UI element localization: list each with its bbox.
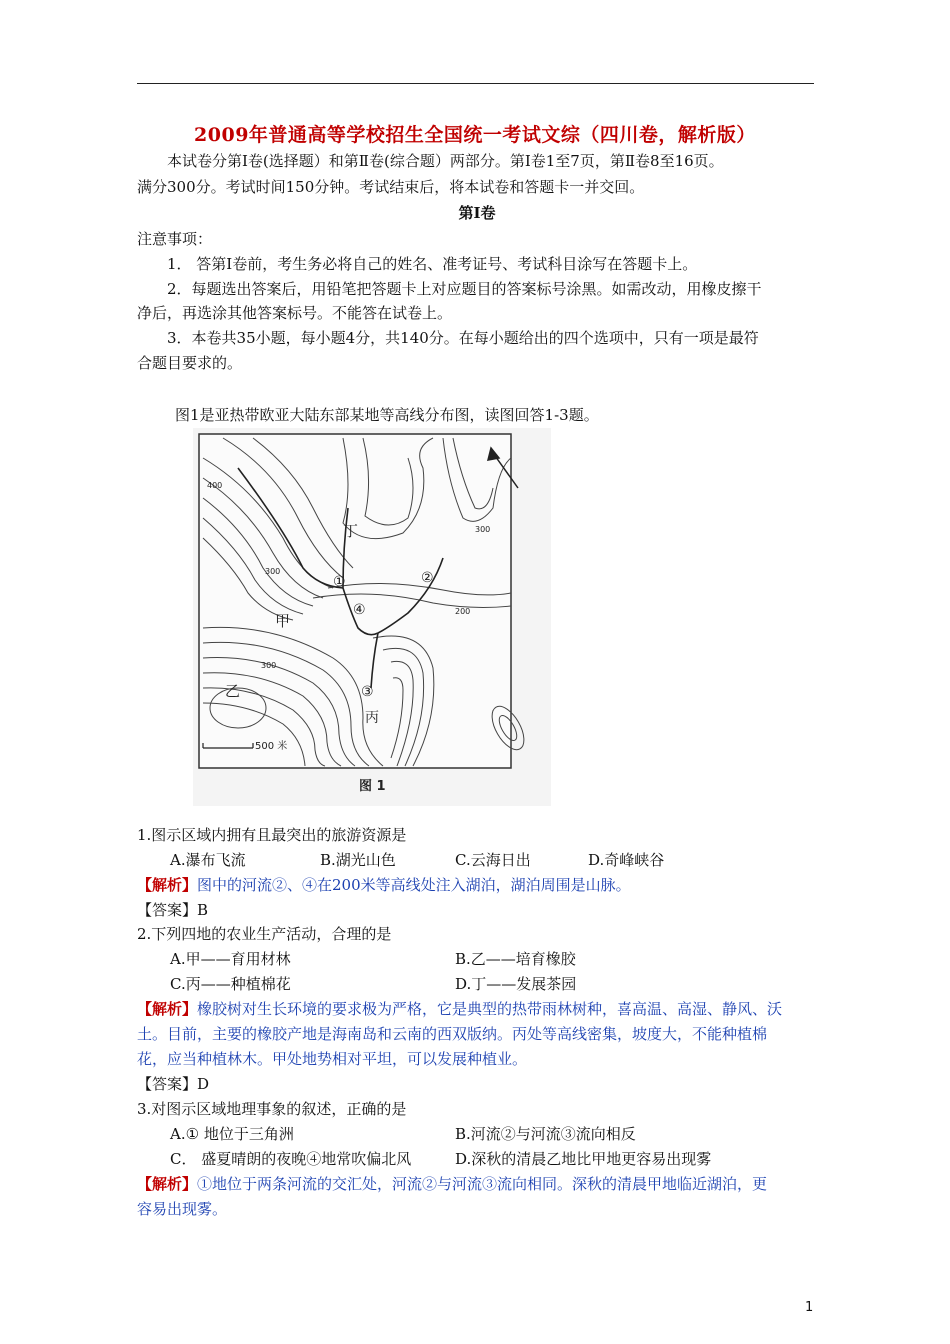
map-label-river-1: ① [333,574,346,590]
map-contour-300-b: 300 [475,525,491,534]
map-contour-200: 200 [455,607,471,616]
question-1-options [170,847,820,873]
question-2-answer: 【答案】D [137,1075,210,1093]
map-contour-300-a: 300 [265,567,281,576]
notice-2-cont: 净后，再选涂其他答案标号。不能答在试卷上。 [137,304,453,322]
notice-1: 1． 答第Ⅰ卷前，考生务必将自己的姓名、准考证号、考试科目涂写在答题卡上。 [167,255,698,273]
map-scale-label: 500 米 [255,741,288,752]
q3-option-c: C． 盛夏晴朗的夜晚④地常吹偏北风 [170,1150,412,1168]
q3-option-b: B.河流②与河流③流向相反 [455,1125,636,1143]
question-3-analysis-2: 容易出现雾。 [137,1200,228,1218]
map-label-river-4: ④ [353,602,366,618]
question-1-stem: 1.图示区域内拥有且最突出的旅游资源是 [137,826,407,844]
contour-map-figure [193,428,551,806]
question-3-options-row-2 [170,1146,820,1172]
question-2-analysis-3: 花，应当种植林木。甲处地势相对平坦，可以发展种植业。 [137,1050,528,1068]
q3-option-a: A.① 地位于三角洲 [170,1125,294,1143]
page-title: 2009年普通高等学校招生全国统一考试文综（四川卷，解析版） [194,124,756,146]
map-label-ding: 丁 [343,522,359,540]
q3-analysis-text-1: ①地位于两条河流的交汇处，河流②与河流③流向相同。深秋的清晨甲地临近湖泊，更 [197,1175,768,1193]
q1-analysis-label: 【解析】 [137,876,198,894]
q1-option-d: D.奇峰峡谷 [588,851,665,869]
question-1-answer: 【答案】B [137,901,209,919]
q3-analysis-label: 【解析】 [137,1175,198,1193]
intro-line-2: 满分300分。考试时间150分钟。考试结束后，将本试卷和答题卡一并交回。 [137,178,645,196]
map-label-jia: 甲 [275,612,291,630]
q2-option-b: B.乙——培育橡胶 [455,950,576,968]
q2-analysis-text-1: 橡胶树对生长环境的要求极为严格，它是典型的热带雨林树种，喜高温、高湿、静风、沃 [197,1000,783,1018]
q2-option-c: C.丙——种植棉花 [170,975,291,993]
section-heading: 第Ⅰ卷 [458,204,496,222]
question-3-stem: 3.对图示区域地理事象的叙述，正确的是 [137,1100,407,1118]
contour-map [193,428,551,806]
q1-analysis-text: 图中的河流②、④在200米等高线处注入湖泊，湖泊周围是山脉。 [197,876,631,894]
question-2-options-row-1 [170,946,820,972]
map-label-river-2: ② [421,570,434,586]
question-1-analysis [137,872,817,898]
question-3-analysis-1 [137,1171,817,1197]
question-2-analysis-2: 土。目前，主要的橡胶产地是海南岛和云南的西双版纳。丙处等高线密集，坡度大，不能种植棉 [137,1025,768,1043]
question-2-stem: 2.下列四地的农业生产活动，合理的是 [137,925,392,943]
intro-line-1: 本试卷分第Ⅰ卷(选择题）和第Ⅱ卷(综合题）两部分。第Ⅰ卷1至7页，第Ⅱ卷8至16页。 [167,152,724,170]
question-2-analysis-1 [137,996,817,1022]
notice-3-cont: 合题目要求的。 [137,354,243,372]
notice-title: 注意事项： [137,230,213,248]
notice-3: 3．本卷共35小题，每小题4分，共140分。在每小题给出的四个选项中，只有一项是最符 [167,329,759,347]
map-label-yi: 乙 [225,682,241,700]
page-number: 1 [805,1300,814,1315]
q2-analysis-label: 【解析】 [137,1000,198,1018]
map-label-bing: 丙 [365,710,379,726]
q1-option-b: B.湖光山色 [320,851,396,869]
q3-option-d: D.深秋的清晨乙地比甲地更容易出现雾 [455,1150,712,1168]
map-contour-300-c: 300 [261,661,277,670]
figure-intro: 图1是亚热带欧亚大陆东部某地等高线分布图，读图回答1-3题。 [175,406,599,424]
q1-option-a: A.瀑布飞流 [170,851,246,869]
q2-option-d: D.丁——发展茶园 [455,975,577,993]
question-2-options-row-2 [170,971,820,997]
q1-option-c: C.云海日出 [455,851,531,869]
map-caption: 图 1 [359,779,386,794]
question-3-options-row-1 [170,1121,820,1147]
notice-2: 2．每题选出答案后，用铅笔把答题卡上对应题目的答案标号涂黑。如需改动，用橡皮擦干 [167,280,762,298]
map-label-river-3: ③ [361,684,374,700]
header-rule [137,83,814,84]
map-contour-400: 400 [207,481,223,490]
q2-option-a: A.甲——育用材林 [170,950,291,968]
